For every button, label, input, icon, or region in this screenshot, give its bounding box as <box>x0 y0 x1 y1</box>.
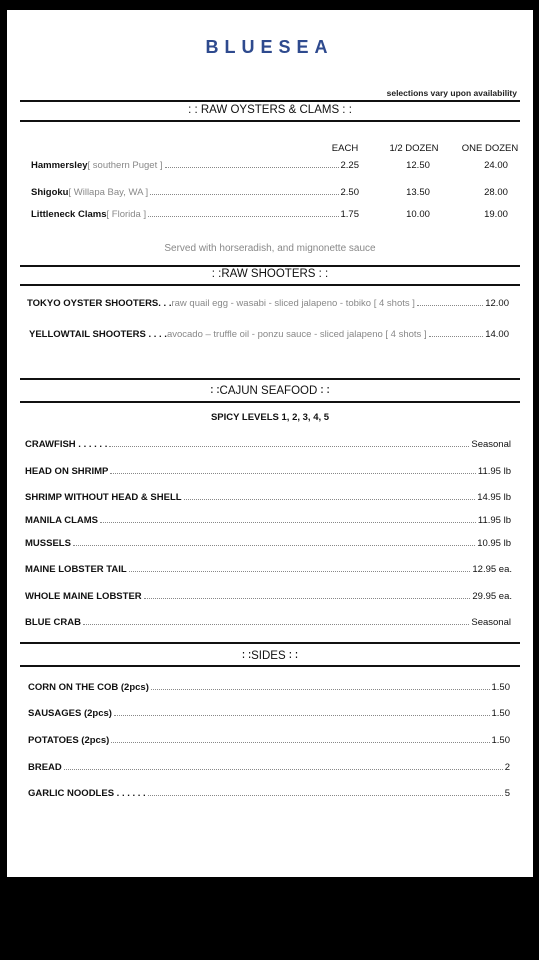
oyster-name: Littleneck Clams <box>31 209 107 220</box>
spicy-levels: SPICY LEVELS 1, 2, 3, 4, 5 <box>210 412 330 423</box>
leader-dots <box>114 715 490 716</box>
cajun-row <box>25 515 511 526</box>
item-price: 11.95 lb <box>477 466 511 477</box>
item-name: MUSSELS <box>25 538 71 549</box>
item-price: Seasonal <box>471 439 511 450</box>
leader-dots <box>148 795 503 796</box>
availability-note: selections vary upon availability <box>386 88 517 98</box>
item-name: MAINE LOBSTER TAIL <box>25 564 127 575</box>
section-title-raw-oysters: : : RAW OYSTERS & CLAMS : : <box>188 104 352 116</box>
price-each: 2.50 <box>340 187 359 198</box>
oyster-row <box>31 187 359 198</box>
price-half-dozen: 13.50 <box>406 187 430 198</box>
price-one-dozen: 28.00 <box>484 187 508 198</box>
cajun-row <box>25 564 512 575</box>
leader-dots <box>151 689 490 690</box>
leader-dots <box>150 194 338 195</box>
item-name: WHOLE MAINE LOBSTER <box>25 591 142 602</box>
section-rule <box>20 100 520 102</box>
leader-dots <box>111 742 489 743</box>
leader-dots <box>129 571 471 572</box>
item-price: 14.95 lb <box>477 492 511 503</box>
oyster-row <box>31 160 359 171</box>
oyster-name: Shigoku <box>31 187 69 198</box>
item-name: BREAD <box>28 762 62 773</box>
oyster-row <box>31 209 359 220</box>
price-half-dozen: 10.00 <box>406 209 430 220</box>
item-name: POTATOES (2pcs) <box>28 735 110 746</box>
item-name: HEAD ON SHRIMP <box>25 466 109 477</box>
side-row <box>28 788 510 799</box>
column-header-half-dozen: 1/2 DOZEN <box>389 143 439 154</box>
item-name: CORN ON THE COB (2pcs) <box>28 682 149 693</box>
price-each: 2.25 <box>340 160 359 171</box>
served-with-note: Served with horseradish, and mignonette sauce <box>164 243 376 254</box>
shooter-name: TOKYO OYSTER SHOOTERS. . . <box>27 298 172 309</box>
cajun-row <box>25 538 511 549</box>
section-rule <box>20 665 520 667</box>
section-title-raw-shooters: : :RAW SHOOTERS : : <box>211 268 329 280</box>
item-price: 1.50 <box>491 735 510 746</box>
item-name: MANILA CLAMS <box>25 515 98 526</box>
side-row <box>28 682 510 693</box>
side-row <box>28 708 510 719</box>
item-name: GARLIC NOODLES . . . . . . <box>28 788 146 799</box>
item-price: 5 <box>504 788 510 799</box>
item-price: 2 <box>504 762 510 773</box>
column-header-one-dozen: ONE DOZEN <box>461 143 519 154</box>
section-rule <box>20 265 520 267</box>
item-name: BLUE CRAB <box>25 617 81 628</box>
leader-dots <box>148 216 338 217</box>
price-each: 1.75 <box>340 209 359 220</box>
leader-dots <box>110 473 475 474</box>
brand-logo: BLUESEA <box>205 37 334 57</box>
leader-dots <box>417 305 483 306</box>
leader-dots <box>184 499 476 500</box>
shooter-description: avocado – truffle oil - ponzu sauce - sliced jalapeno [ 4 shots ] <box>166 329 427 340</box>
cajun-row <box>25 591 512 602</box>
item-price: 11.95 lb <box>477 515 511 526</box>
leader-dots <box>144 598 471 599</box>
leader-dots <box>64 769 503 770</box>
item-price: 12.95 ea. <box>472 564 512 575</box>
section-rule <box>20 401 520 403</box>
column-header-each: EACH <box>331 143 359 154</box>
leader-dots <box>83 624 469 625</box>
price-one-dozen: 19.00 <box>484 209 508 220</box>
item-price: 1.50 <box>491 682 510 693</box>
leader-dots <box>73 545 475 546</box>
leader-dots <box>109 446 469 447</box>
side-row <box>28 762 510 773</box>
section-rule <box>20 378 520 380</box>
cajun-row <box>25 617 511 628</box>
item-name: SAUSAGES (2pcs) <box>28 708 112 719</box>
shooter-row <box>27 298 509 309</box>
cajun-row <box>25 466 511 477</box>
item-name: CRAWFISH . . . . . . <box>25 439 108 450</box>
item-price: 1.50 <box>491 708 510 719</box>
item-name: SHRIMP WITHOUT HEAD & SHELL <box>25 492 182 503</box>
shooter-price: 14.00 <box>485 329 509 340</box>
side-row <box>28 735 510 746</box>
oyster-origin: [ southern Puget ] <box>87 160 163 171</box>
leader-dots <box>429 336 484 337</box>
oyster-origin: [ Florida ] <box>106 209 147 220</box>
shooter-row <box>29 329 509 340</box>
leader-dots <box>100 522 476 523</box>
shooter-price: 12.00 <box>485 298 509 309</box>
price-half-dozen: 12.50 <box>406 160 430 171</box>
section-rule <box>20 642 520 644</box>
leader-dots <box>165 167 339 168</box>
cajun-row <box>25 439 511 450</box>
section-title-sides: ∶ ∶SIDES ∶ ∶ <box>241 650 299 662</box>
cajun-row <box>25 492 511 503</box>
oyster-name: Hammersley <box>31 160 88 171</box>
oyster-origin: [ Willapa Bay, WA ] <box>68 187 149 198</box>
item-price: Seasonal <box>471 617 511 628</box>
price-one-dozen: 24.00 <box>484 160 508 171</box>
section-rule <box>20 120 520 122</box>
shooter-description: raw quail egg - wasabi - sliced jalapeno - tobiko [ 4 shots ] <box>171 298 415 309</box>
section-rule <box>20 284 520 286</box>
section-title-cajun-seafood: ∶ ∶CAJUN SEAFOOD ∶ ∶ <box>210 385 330 397</box>
shooter-name: YELLOWTAIL SHOOTERS . . . . <box>29 329 167 340</box>
item-price: 29.95 ea. <box>472 591 512 602</box>
item-price: 10.95 lb <box>477 538 511 549</box>
